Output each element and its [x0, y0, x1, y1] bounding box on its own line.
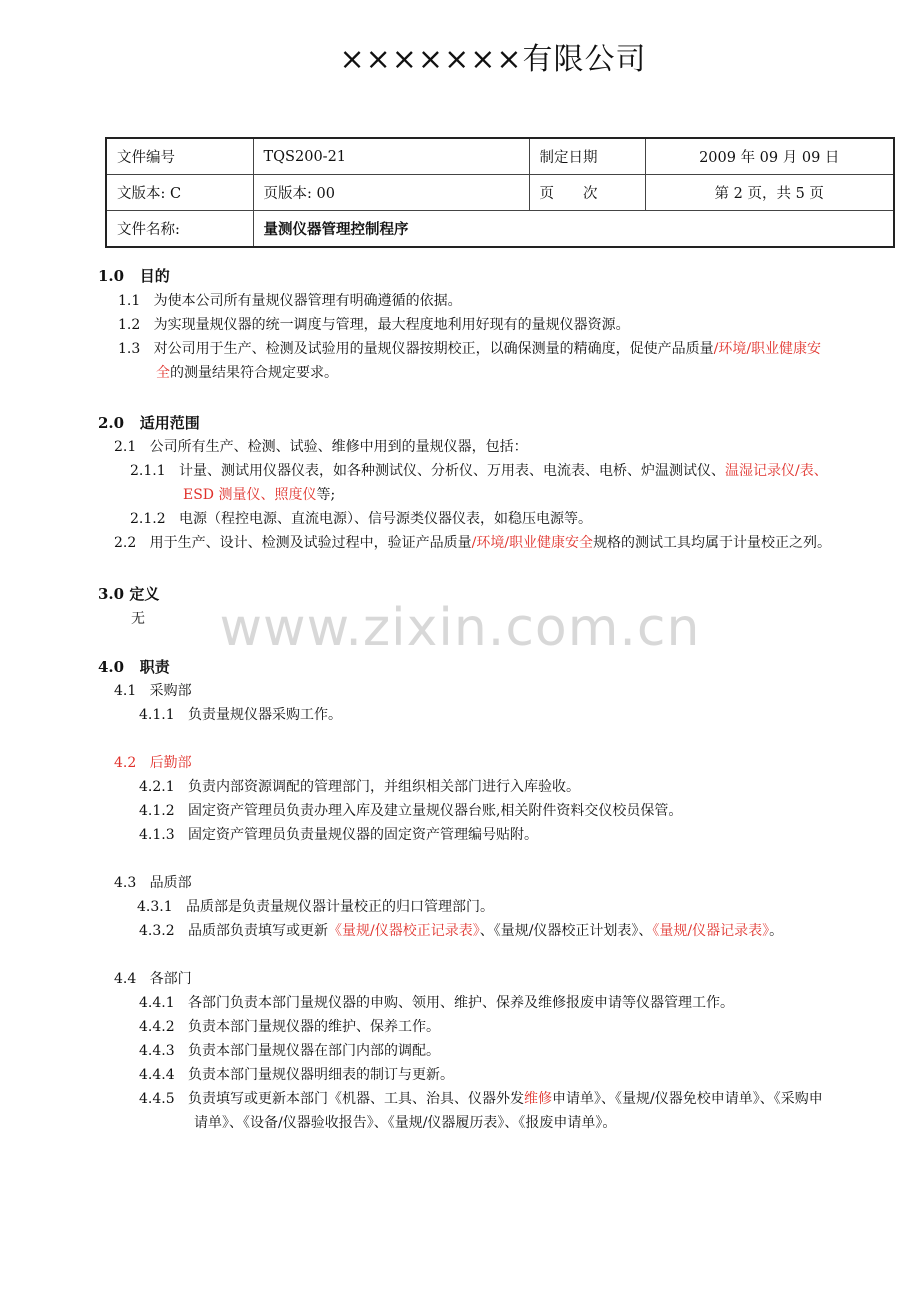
highlight-text: /环境/职业健康安: [713, 341, 822, 357]
page-value: 第 2 页，共 5 页: [645, 175, 894, 211]
clause-text: 负责量规仪器采购工作。: [187, 707, 342, 723]
date-value: 2009 年 09 月 09 日: [645, 138, 894, 175]
clause-1-3-continued: [156, 362, 338, 382]
clause-text: 计量、测试用仪器仪表，如各种测试仪、分析仪、万用表、电流表、电桥、炉温测试仪、: [178, 463, 725, 479]
highlight-text: /环境/职业健康安全: [471, 535, 594, 551]
clause-2-1: [114, 436, 528, 456]
clause-number: 2.1.1: [130, 463, 166, 479]
clause-number: 4.2.1: [139, 779, 175, 795]
clause-number: 4.3.1: [137, 899, 173, 915]
clause-number: 1.1: [118, 293, 141, 309]
page-label: 页 次: [529, 175, 645, 211]
clause-2-1-1-continued: [183, 484, 335, 504]
section-3-heading: 3.0 定义: [98, 585, 160, 603]
clause-text: 用于生产、设计、检测及试验过程中，验证产品质量: [149, 535, 472, 551]
dept-4-1: [114, 680, 192, 700]
clause-number: 4.4.3: [139, 1043, 175, 1059]
dept-name: 采购部: [149, 683, 192, 699]
dept-4-2: [114, 752, 192, 772]
clause-1-3: [118, 338, 821, 358]
section-3-body: 无: [131, 611, 145, 627]
clause-text: 负责填写或更新本部门《机器、工具、治具、仪器外发: [187, 1091, 524, 1107]
section-number: 1.0: [98, 267, 125, 285]
clause-4-3-1: [137, 896, 494, 916]
clause-4-4-5: [139, 1088, 823, 1108]
document-info-table: [105, 137, 895, 248]
dept-4-3: [114, 872, 192, 892]
clause-number: 2.1: [114, 439, 137, 455]
dept-4-4: [114, 968, 192, 988]
clause-text: 品质部是负责量规仪器计量校正的归口管理部门。: [185, 899, 494, 915]
highlight-text: 维修: [523, 1091, 552, 1107]
clause-text: 等;: [316, 487, 336, 503]
highlight-text: 《量规/仪器记录表》: [652, 923, 770, 939]
section-number: 4.0: [98, 658, 125, 676]
clause-text: 各部门负责本部门量规仪器的申购、领用、维护、保养及维修报废申请等仪器管理工作。: [187, 995, 734, 1011]
clause-4-4-2: [139, 1016, 440, 1036]
clause-2-1-2: [130, 508, 592, 528]
clause-text: 。: [769, 923, 784, 939]
highlight-text: 温湿记录仪/表、: [724, 463, 828, 479]
document-title: ×××××××有限公司: [339, 42, 647, 77]
section-title: 目的: [139, 267, 170, 285]
clause-text: 负责内部资源调配的管理部门，并组织相关部门进行入库验收。: [187, 779, 580, 795]
clause-4-1-3: [139, 824, 538, 844]
section-number: 2.0: [98, 414, 125, 432]
clause-text: 为实现量规仪器的统一调度与管理，最大程度地利用好现有的量规仪器资源。: [153, 317, 630, 333]
section-title: 职责: [139, 658, 170, 676]
clause-number: 1.3: [118, 341, 141, 357]
clause-1-1: [118, 290, 462, 310]
clause-4-3-2: [139, 920, 783, 940]
clause-number: 4.3.2: [139, 923, 175, 939]
highlight-text: 《量规/仪器校正记录表》: [327, 923, 480, 939]
clause-number: 4.1: [114, 683, 137, 699]
clause-text: 固定资产管理员负责量规仪器的固定资产管理编号贴附。: [187, 827, 538, 843]
clause-text: 的测量结果符合规定要求。: [170, 365, 338, 381]
section-4-heading: [98, 656, 170, 677]
file-no-value: TQS200-21: [253, 138, 529, 175]
section-2-heading: [98, 412, 200, 433]
clause-4-2-1: [139, 776, 580, 796]
clause-text: 负责本部门量规仪器在部门内部的调配。: [187, 1043, 440, 1059]
highlight-text: ESD 测量仪、照度仪: [183, 487, 317, 503]
date-label: 制定日期: [529, 138, 645, 175]
clause-1-2: [118, 314, 630, 334]
section-1-heading: [98, 265, 170, 286]
clause-text: 对公司用于生产、检测及试验用的量规仪器按期校正，以确保测量的精确度，促使产品质量: [153, 341, 714, 357]
clause-text: 负责本部门量规仪器的维护、保养工作。: [187, 1019, 440, 1035]
dept-name: 品质部: [149, 875, 192, 891]
section-title: 适用范围: [139, 414, 200, 432]
clause-number: 4.2: [114, 755, 137, 771]
dept-name: 各部门: [149, 971, 192, 987]
clause-text: 申请单》、《量规/仪器免校申请单》、《采购申: [551, 1091, 823, 1107]
clause-2-1-1: [130, 460, 828, 480]
file-no-label: 文件编号: [106, 138, 253, 175]
clause-4-4-4: [139, 1064, 454, 1084]
clause-number: 4.4.4: [139, 1067, 175, 1083]
clause-number: 2.2: [114, 535, 137, 551]
clause-text: 负责本部门量规仪器明细表的制订与更新。: [187, 1067, 454, 1083]
clause-number: 4.4.1: [139, 995, 175, 1011]
page-version-value: 页版本: 00: [253, 175, 529, 211]
clause-number: 1.2: [118, 317, 141, 333]
clause-number: 4.4.2: [139, 1019, 175, 1035]
clause-number: 2.1.2: [130, 511, 166, 527]
clause-text: 品质部负责填写或更新: [187, 923, 328, 939]
clause-text: 固定资产管理员负责办理入库及建立量规仪器台账,相关附件资料交仪校员保管。: [187, 803, 683, 819]
clause-4-1-2: [139, 800, 682, 820]
clause-text: 、《量规/仪器校正计划表》、: [479, 923, 653, 939]
clause-4-4-3: [139, 1040, 440, 1060]
file-name-label: 文件名称:: [106, 211, 253, 248]
clause-2-2: [114, 532, 831, 552]
clause-text: 为使本公司所有量规仪器管理有明确遵循的依据。: [153, 293, 462, 309]
clause-number: 4.1.3: [139, 827, 175, 843]
highlight-text: 全: [156, 365, 170, 381]
clause-4-4-1: [139, 992, 734, 1012]
version-label: 文版本: C: [106, 175, 253, 211]
clause-number: 4.1.2: [139, 803, 175, 819]
clause-number: 4.4: [114, 971, 137, 987]
clause-number: 4.1.1: [139, 707, 175, 723]
clause-text: 规格的测试工具均属于计量校正之列。: [593, 535, 832, 551]
clause-text: 公司所有生产、检测、试验、维修中用到的量规仪器，包括：: [149, 439, 528, 455]
dept-name: 后勤部: [149, 755, 192, 771]
clause-number: 4.4.5: [139, 1091, 175, 1107]
clause-text: 电源（程控电源、直流电源）、信号源类仪器仪表，如稳压电源等。: [178, 511, 592, 527]
file-name-value: 量测仪器管理控制程序: [253, 211, 894, 248]
clause-4-1-1: [139, 704, 342, 724]
clause-4-4-5-continued: 请单》、《设备/仪器验收报告》、《量规/仪器履历表》、《报废申请单》。: [194, 1115, 617, 1131]
clause-number: 4.3: [114, 875, 137, 891]
watermark: www.zixin.com.cn: [219, 598, 701, 658]
